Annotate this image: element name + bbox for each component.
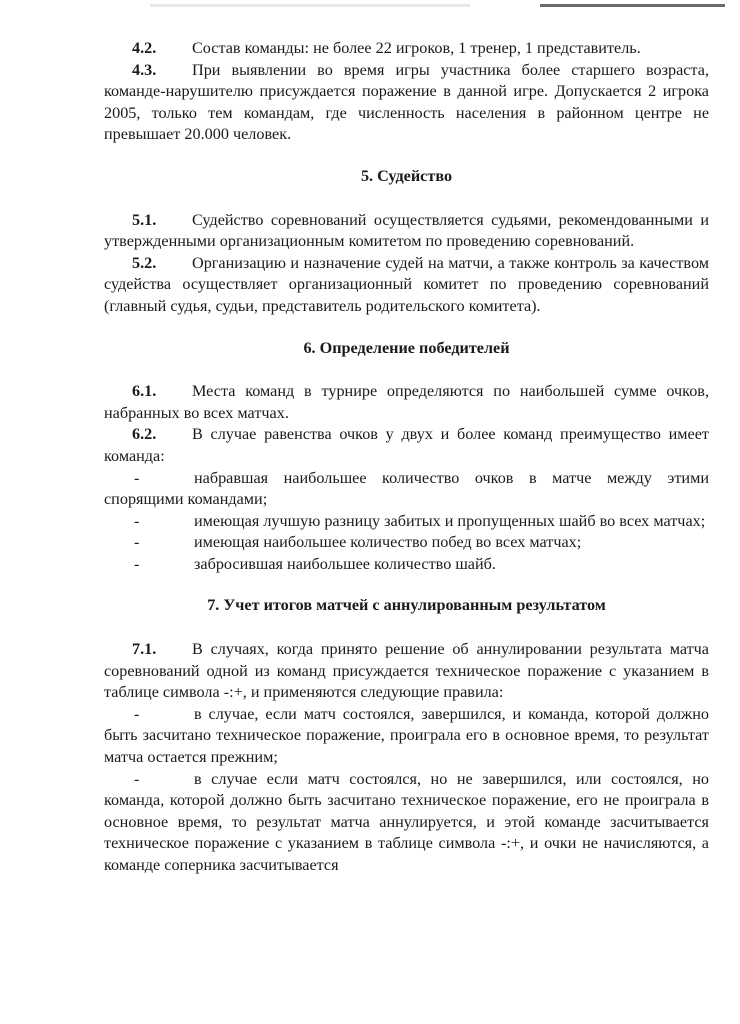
clause-6-1 — [104, 381, 709, 424]
section-heading-7: 7. Учет итогов матчей с аннулированным результатом — [207, 596, 606, 615]
dash-marker: - — [134, 554, 140, 573]
list-item — [104, 704, 709, 769]
list-item-text: имеющая лучшую разницу забитых и пропущенных шайб во всех матчах; — [194, 511, 706, 530]
clause-4-2 — [104, 38, 709, 60]
scan-artifact — [540, 4, 725, 7]
dash-marker: - — [134, 704, 140, 723]
dash-marker: - — [134, 769, 140, 788]
clause-number: 7.1. — [132, 640, 157, 659]
list-item — [104, 554, 709, 576]
clause-number: 4.3. — [132, 60, 157, 79]
section-heading-6: 6. Определение победителей — [303, 338, 510, 357]
clause-text: Состав команды: не более 22 игроков, 1 тренер, 1 представитель. — [192, 39, 641, 57]
clause-text: Судейство соревнований осуществляется судьями, рекомендованными и утвержденными организационным комитетом по проведению соревнований. — [104, 210, 709, 251]
list-item — [104, 511, 709, 533]
list-item-text: в случае если матч состоялся, но не завершился, или состоялся, но команда, которой должно быть засчитано техническое поражение, его не проиграла в основное время, то результат матча аннулируется, и этой команде засчитывается техническое поражение с указанием в таблице символа -:+, и очки не начисляются, а команде соперника засчитывается — [104, 769, 709, 874]
clause-number: 6.2. — [132, 425, 157, 444]
clause-text: При выявлении во время игры участника более старшего возраста, команде-нарушителю присуждается поражение в данной игре. Допускается 2 игрока 2005, только тем командам, где численность населения в районном центре не превышает 20.000 человек. — [104, 60, 709, 144]
list-item-text: имеющая наибольшее количество побед во всех матчах; — [194, 533, 582, 552]
clause-6-2 — [104, 424, 709, 467]
dash-marker: - — [134, 511, 140, 530]
dash-marker: - — [134, 533, 140, 552]
list-item — [104, 468, 709, 511]
clause-5-1 — [104, 210, 709, 253]
clause-text: Места команд в турнире определяются по наибольшей сумме очков, набранных во всех матчах. — [104, 382, 709, 422]
clause-number: 6.1. — [132, 382, 157, 401]
clause-text: Организацию и назначение судей на матчи, а также контроль за качеством судейства осуществляет организационный комитет по проведению соревнований (главный судья, судьи, представитель родительского комитета). — [104, 253, 709, 315]
document-page — [104, 38, 709, 877]
list-item-text: набравшая наибольшее количество очков в матче между этими спорящими командами; — [104, 468, 709, 509]
list-item-text: забросившая наибольшее количество шайб. — [194, 554, 496, 573]
clause-text: В случае равенства очков у двух и более команд преимущество имеет команда: — [104, 425, 709, 465]
dash-marker: - — [134, 468, 140, 487]
clause-number: 4.2. — [132, 39, 157, 57]
clause-4-3 — [104, 60, 709, 146]
clause-5-2 — [104, 253, 709, 318]
clause-text: В случаях, когда принято решение об аннулировании результата матча соревнований одной из команд присуждается техническое поражение с указанием в таблице символа -:+, и применяются следующие правила: — [104, 640, 709, 702]
section-heading-5: 5. Судейство — [360, 166, 453, 185]
scan-artifact — [150, 4, 470, 7]
list-item — [104, 532, 709, 554]
clause-number: 5.2. — [132, 253, 157, 272]
list-item-text: в случае, если матч состоялся, завершился, и команда, которой должно быть засчитано техническое поражение, проиграла его в основное время, то результат матча остается прежним; — [104, 704, 709, 767]
clause-7-1 — [104, 639, 709, 704]
list-item — [104, 769, 709, 877]
clause-number: 5.1. — [132, 210, 157, 229]
